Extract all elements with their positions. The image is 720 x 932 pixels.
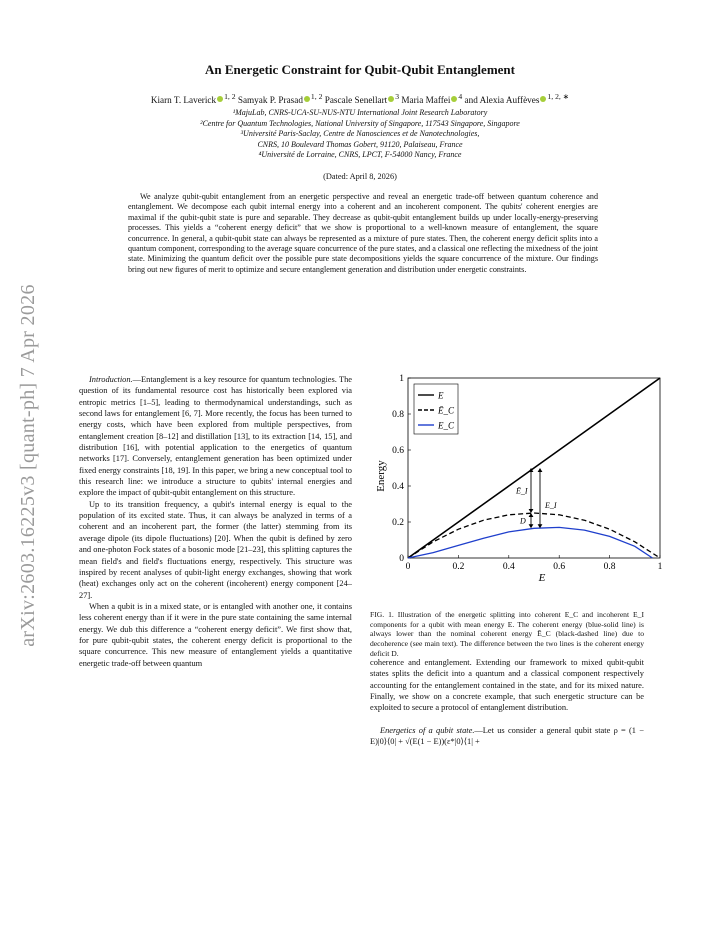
legend-label: E: [438, 390, 444, 401]
legend-label: E_C: [438, 420, 455, 431]
paragraph: Up to its transition frequency, a qubit's internal energy is equal to the population of its excited state. Thus, it can always be analyzed in terms of a coherent and an incoherent part, the former (the latter) stemming from its average dipole (its dipole fluctuations) [20]. When the qubit is defined by zero and one-photon Fock states of a bosonic mode [21–23], this splitting captures the mean field's and field's fluctuations energy, respectively. This structure was inspired by recent analyses of qubit-light energy exchanges, showing that work (heat) exchanges only act on the coherent (incoherent) energy component [24–27].: [79, 499, 352, 600]
paper-title: An Energetic Constraint for Qubit-Qubit Entanglement: [205, 62, 515, 77]
author: Maria Maffei $^4$: [401, 92, 463, 106]
y-axis-label: Energy: [375, 460, 387, 492]
orcid-icon[interactable]: [540, 96, 546, 102]
y-tick-label: 0.4: [392, 482, 404, 492]
x-tick-label: 0.6: [553, 562, 566, 572]
affiliations: [60, 108, 660, 161]
orcid-icon[interactable]: [451, 96, 457, 102]
arxiv-identifier-text: arXiv:2603.16225v3 [quant-ph] 7 Apr 2026: [16, 283, 39, 647]
section-heading: Energetics of a qubit state.: [380, 725, 475, 735]
affiliation-line: CNRS, 10 Boulevard Thomas Gobert, 91120, Palaiseau, France: [257, 139, 463, 149]
legend-label: Ē_C: [438, 405, 455, 416]
paragraph: coherence and entanglement. Extending our framework to mixed qubit-qubit states splits the deficit into a quantum and a classical component respectively accounting for the entanglement contained in the state, and for its mixed nature. Finally, we show on a concrete example, that such energetic structure can be exploited to secure a protocol of entanglement distribution.: [370, 658, 644, 713]
left-column: [79, 374, 352, 669]
author: Kiarn T. Laverick $^{1, 2}$: [150, 92, 236, 106]
orcid-icon[interactable]: [304, 96, 310, 102]
figure-1: [368, 370, 668, 585]
incoherent-arrow-head: [538, 468, 543, 472]
series-line: [408, 513, 660, 558]
x-tick-label: 0.8: [603, 562, 616, 572]
abstract: We analyze qubit-qubit entanglement from an energetic perspective and reveal an energetic trade-off between quantum coherence and entanglement. We decompose each qubit internal energy into a coherent and an incoherent component. The qubits' coherent energies are maximal if the qubit-qubit state is pure and separable. They decrease as qubit-qubit entanglement builds up under locally-energy-preserving processes. This yields a “coherent energy deficit” that we show is proportional to a well-known measure of entanglement, the square concurrence. In general, a qubit-qubit state can always be represented as a mixture of pure states. Then, the coherent energy deficit splits into a quantum component, corresponding to the average square concurrence of the pure states, and a classical one reflecting the mixedness of the joint state. Minimizing the quantum deficit over the possible pure state decompositions yields the square concurrence of the mixture. Our findings bring out new figures of merit to optimize and secure entanglement generation and distribution under energetic constraints.: [128, 192, 598, 274]
y-tick-label: 0: [399, 554, 404, 564]
paragraph: Introduction.—Entanglement is a key resource for quantum technologies. The question of its fundamental resource cost has historically been explored via entropic metrics [1–5], leading to thermodynamical understandings, such as second laws for entanglement [6, 7]. More recently, the focus has been turned to energy costs, which have been explored from multiple perspectives, from entanglement creation [8–12] and distillation [13], to its extraction [14, 15], and distribution [16], with potential application to the energetics of quantum networks [17]. Conversely, entanglement generation has been optimized under fixed energy constraints [18, 19]. In this paper, we bring a new conceptual tool to this research line: we introduce a structure to qubits' internal energies and explore the impact of qubit-qubit entanglement on this structure.: [79, 375, 352, 498]
orcid-icon[interactable]: [388, 96, 394, 102]
caption-label: FIG. 1.: [370, 610, 394, 619]
energy-chart: [368, 370, 668, 585]
annotation-label: D: [520, 516, 526, 526]
affiliation-line: ¹MajuLab, CNRS-UCA-SU-NUS-NTU International Joint Research Laboratory: [232, 108, 488, 117]
paragraph: When a qubit is in a mixed state, or is entangled with another one, it contains less coherent energy than if it were in the pure state containing the same internal energy. We dub this difference a “coherent energy deficit”. We first show that, for pure qubit-qubit states, the coherent energy deficit is proportional to the square concurrence. This new measure of entanglement yields a quantitative energetic trade-off between quantum: [79, 601, 352, 668]
y-tick-label: 0.6: [392, 446, 404, 456]
figure-caption: [370, 610, 644, 659]
arxiv-identifier: [16, 250, 40, 680]
x-tick-label: 1: [657, 562, 663, 572]
author: Pascale Senellart $^3$: [324, 92, 400, 106]
author: Samyak P. Prasad $^{1, 2}$: [237, 92, 323, 106]
right-column: [370, 657, 644, 758]
date-line: (Dated: April 8, 2026): [323, 172, 397, 181]
x-axis-label: E: [538, 572, 546, 584]
annotation-label: Ē_I: [516, 486, 528, 496]
section-heading: Introduction.: [89, 375, 133, 384]
x-tick-label: 0: [405, 562, 411, 572]
incoherent-nominal-arrow-head: [529, 509, 534, 513]
author-list: Kiarn T. Laverick $^{1, 2}$ Samyak P. Prasad $^{1, 2}$ Pascale Senellart $^3$ Maria Maffei $^4$ and Alexia Auffèves $^{1, 2, ∗}$: [150, 92, 570, 106]
deficit-arrow-head: [529, 524, 534, 528]
caption-text: Illustration of the energetic splitting into coherent E_C and incoherent E_I components for a qubit with mean energy E. The coherent energy (blue-solid line) is always lower than the nominal coherent energy Ē_C (black-dashed line) due to decoherence (see main text). The difference between the two lines is the coherent energy deficit D.: [370, 610, 644, 658]
annotation-label: E_I: [545, 501, 557, 511]
paragraph: Energetics of a qubit state.—Let us consider a general qubit state ρ = (1 − E)|0⟩⟨0| + √(E(1 − E))(ε*|0⟩⟨1| +: [370, 725, 644, 747]
author: Alexia Auffèves $^{1, 2, ∗}$: [479, 92, 570, 106]
orcid-icon[interactable]: [217, 96, 223, 102]
x-tick-label: 0.4: [502, 562, 515, 572]
affiliation-line: ⁴Université de Lorraine, CNRS, LPCT, F-54000 Nancy, France: [258, 150, 462, 160]
x-tick-label: 0.2: [452, 562, 465, 572]
y-tick-label: 1: [399, 374, 404, 384]
y-tick-label: 0.2: [392, 518, 404, 528]
y-tick-label: 0.8: [392, 410, 404, 420]
affiliation-line: ²Centre for Quantum Technologies, National University of Singapore, 117543 Singapore, Singapore: [200, 118, 520, 128]
affiliation-line: ³Université Paris-Saclay, Centre de Nanosciences et de Nanotechnologies,: [240, 129, 480, 139]
